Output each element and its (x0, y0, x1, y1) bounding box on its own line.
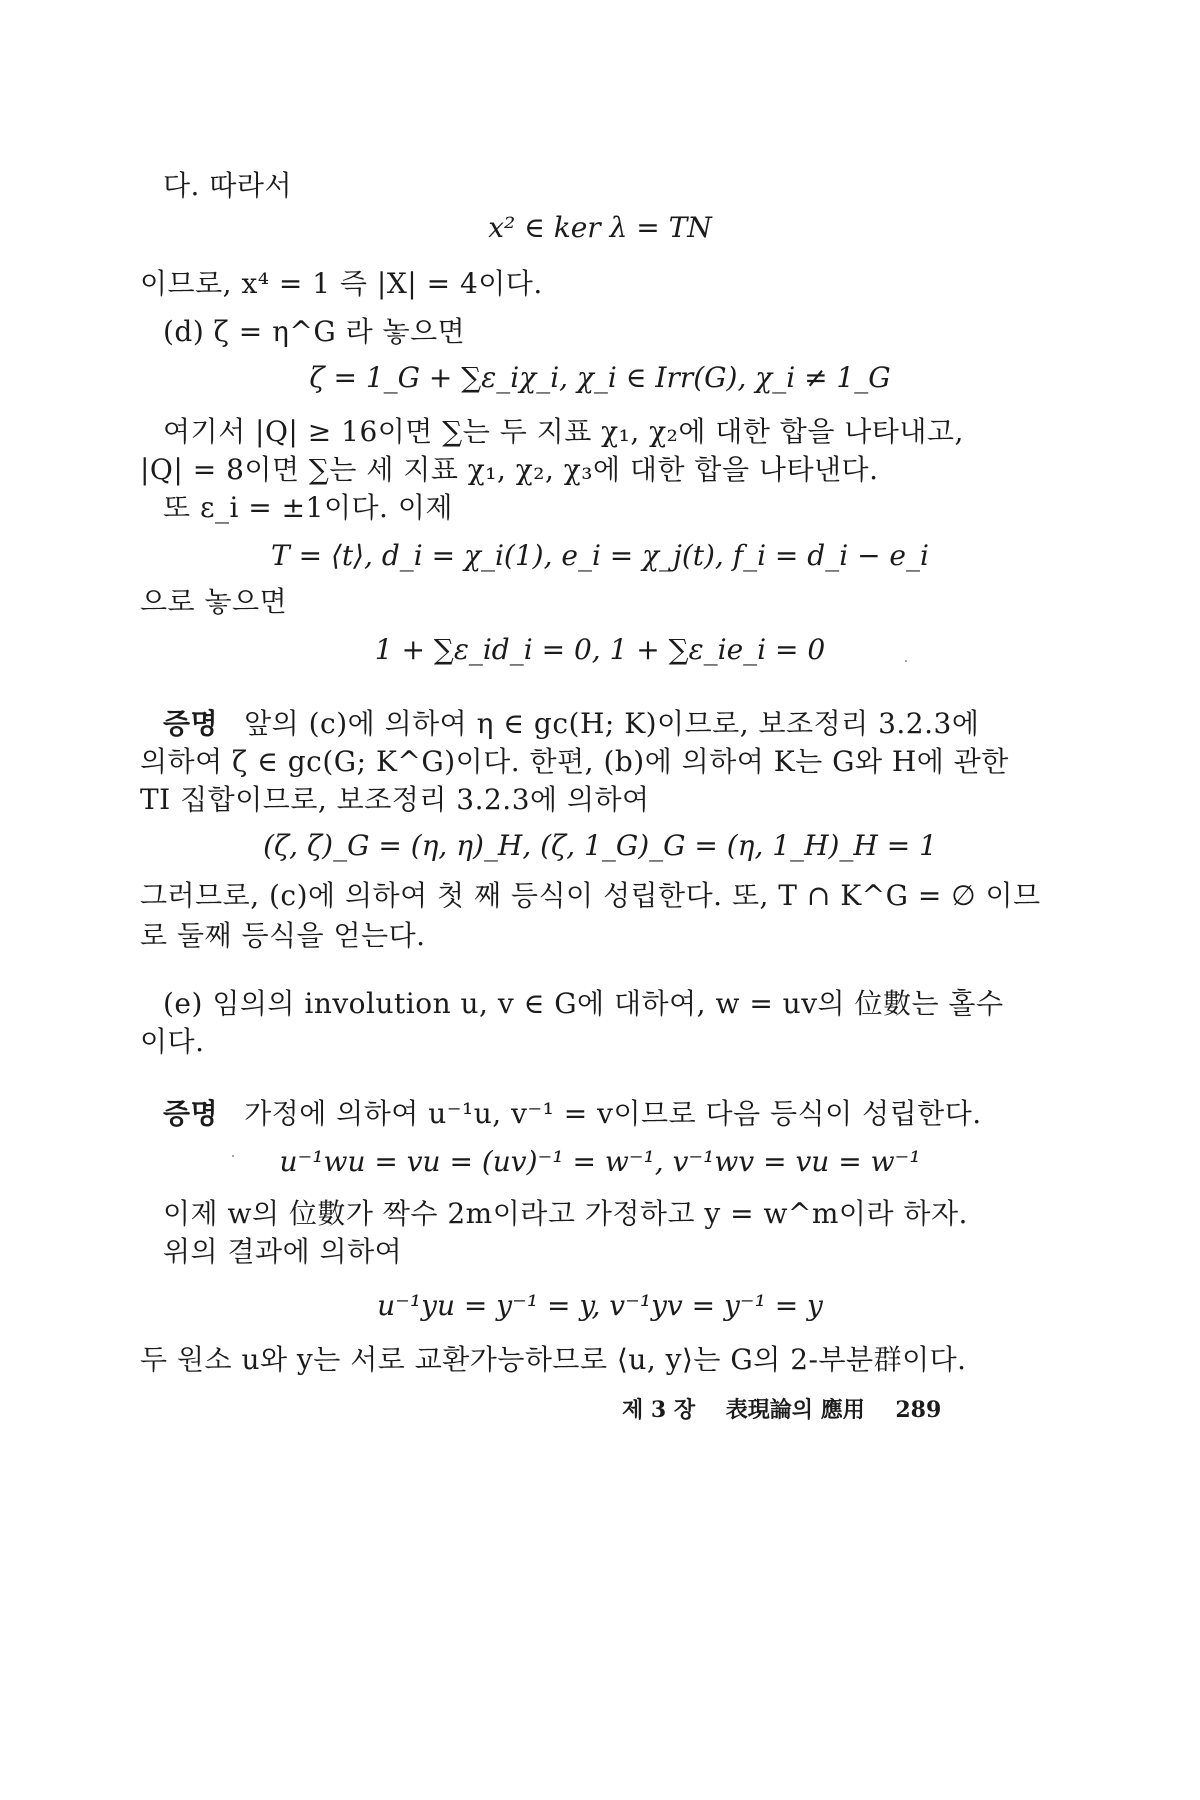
scan-speck (905, 660, 907, 662)
running-footer (622, 1396, 941, 1424)
page-number: 289 (895, 1397, 942, 1423)
text-line: 위의 결과에 의하여 (163, 1235, 403, 1268)
text-line: 또 ε_i = ±1이다. 이제 (163, 491, 453, 524)
text-span: 앞의 (c)에 의하여 η ∈ gc(H; K)이므로, 보조정리 3.2.3에 (244, 707, 980, 740)
item-d-heading: (d) ζ = η^G 라 놓으면 (163, 315, 466, 348)
text-line: |Q| = 8이면 ∑는 세 지표 χ₁, χ₂, χ₃에 대한 합을 나타낸다. (140, 453, 879, 486)
equation-ker: x² ∈ ker λ = TN (488, 211, 712, 244)
text-line: 로 둘째 등식을 얻는다. (140, 919, 426, 952)
proof-label: 증명 (163, 1097, 219, 1130)
proof-paragraph-1 (163, 706, 979, 742)
text-line: 그러므로, (c)에 의하여 첫 째 등식이 성립한다. 또, T ∩ K^G = ∅ 이므 (140, 879, 1041, 912)
footer-title: 表現論의 應用 (725, 1397, 865, 1423)
text-line: 이므로, x⁴ = 1 즉 |X| = 4이다. (140, 267, 543, 300)
text-span: 가정에 의하여 u⁻¹u, v⁻¹ = v이므로 다음 등식이 성립한다. (244, 1097, 982, 1130)
equation-inner-products: (ζ, ζ)_G = (η, η)_H, (ζ, 1_G)_G = (η, 1_H)_H = 1 (263, 829, 937, 862)
text-line: 두 원소 u와 y는 서로 교환가능하므로 ⟨u, y⟩는 G의 2-부분群이다. (140, 1343, 967, 1376)
equation-sums: 1 + ∑ε_id_i = 0, 1 + ∑ε_ie_i = 0 (374, 633, 826, 666)
text-line: 의하여 ζ ∈ gc(G; K^G)이다. 한편, (b)에 의하여 K는 G와 H에 관한 (140, 745, 1009, 778)
equation-definitions: T = ⟨t⟩, d_i = χ_i(1), e_i = χ_j(t), f_i = d_i − e_i (271, 539, 929, 572)
footer-chapter: 제 3 장 (622, 1397, 696, 1423)
text-line: 이다. (140, 1025, 205, 1058)
text-line: 여기서 |Q| ≥ 16이면 ∑는 두 지표 χ₁, χ₂에 대한 합을 나타내고, (163, 415, 964, 448)
text-line: TI 집합이므로, 보조정리 3.2.3에 의하여 (140, 783, 650, 816)
equation-conjugation-w: u⁻¹wu = vu = (uv)⁻¹ = w⁻¹, v⁻¹wv = vu = w⁻¹ (279, 1145, 921, 1178)
proof-label: 증명 (163, 707, 219, 740)
text-line: 다. 따라서 (163, 169, 292, 202)
scan-speck (232, 1155, 234, 1157)
proof-paragraph-2 (163, 1096, 982, 1132)
item-e-heading: (e) 임의의 involution u, v ∈ G에 대하여, w = uv의 位數는 홀수 (163, 987, 1004, 1020)
text-line: 이제 w의 位數가 짝수 2m이라고 가정하고 y = w^m이라 하자. (163, 1197, 968, 1230)
equation-zeta: ζ = 1_G + ∑ε_iχ_i, χ_i ∈ Irr(G), χ_i ≠ 1_G (309, 361, 891, 394)
text-line: 으로 놓으면 (140, 585, 288, 618)
equation-conjugation-y: u⁻¹yu = y⁻¹ = y, v⁻¹yv = y⁻¹ = y (377, 1289, 823, 1322)
